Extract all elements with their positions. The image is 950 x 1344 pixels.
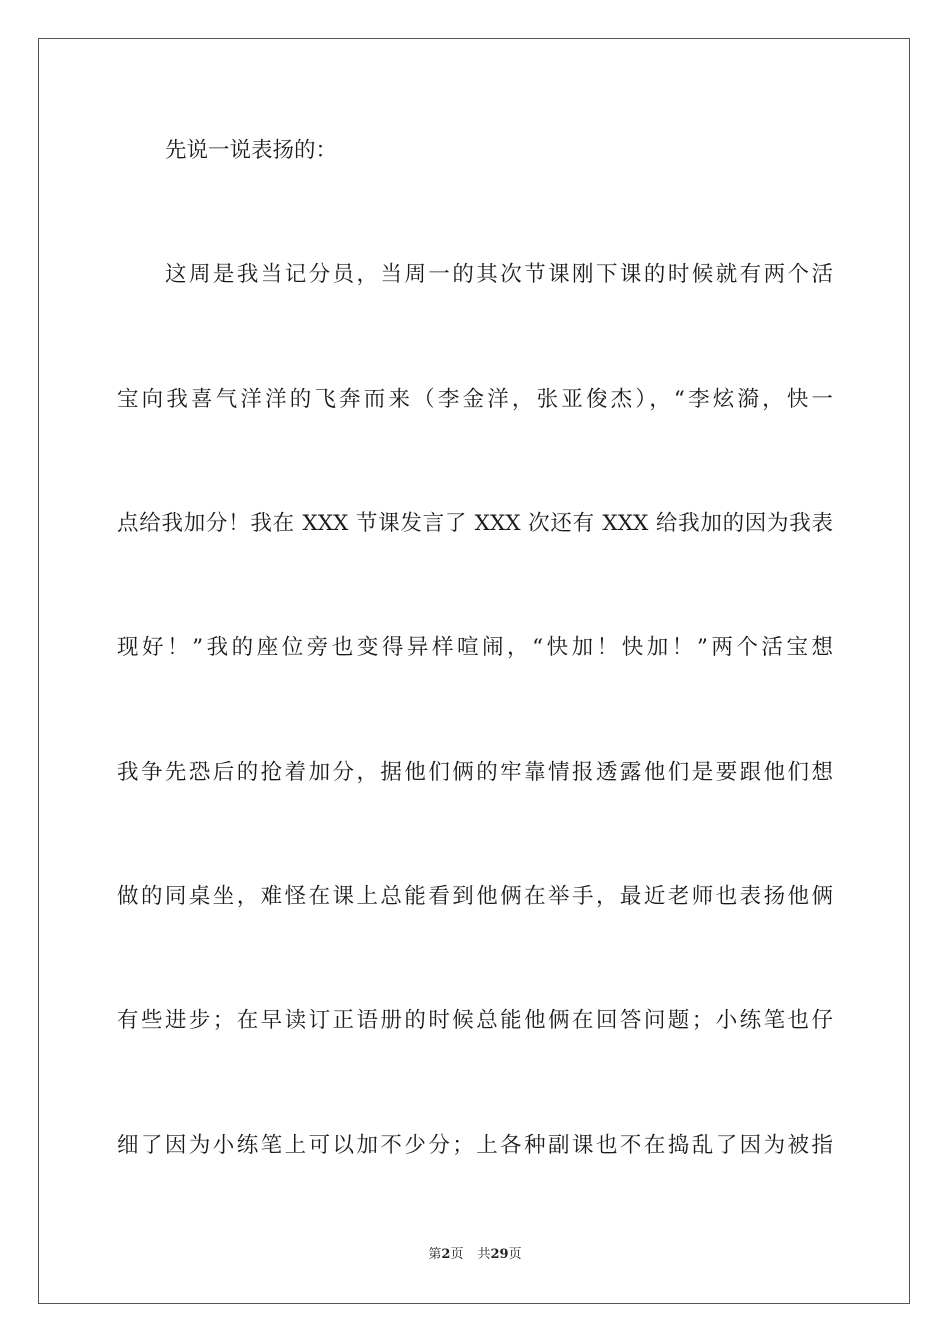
text-line: 做的同桌坐，难怪在课上总能看到他俩在举手，最近老师也表扬他俩 <box>117 884 833 909</box>
page-number-prefix: 第 <box>428 1247 442 1262</box>
total-page-count: 29 <box>490 1247 509 1262</box>
total-pages-suffix: 页 <box>508 1247 522 1262</box>
text-line: 这周是我当记分员，当周一的其次节课刚下课的时候就有两个活 <box>165 262 833 287</box>
text-line: 有些进步；在早读订正语册的时候总能他俩在回答问题；小练笔也仔 <box>117 1008 833 1033</box>
page-number-suffix: 页 <box>450 1247 464 1262</box>
text-line: 宝向我喜气洋洋的飞奔而来（李金洋，张亚俊杰），“李炫漪，快一 <box>117 387 833 412</box>
text-line: 细了因为小练笔上可以加不少分；上各种副课也不在捣乱了因为被指 <box>117 1133 833 1158</box>
text-line: 点给我加分！我在 XXX 节课发言了 XXX 次还有 XXX 给我加的因为我表 <box>117 511 833 536</box>
text-line: 现好！”我的座位旁也变得异样喧闹，“快加！快加！”两个活宝想 <box>117 635 833 660</box>
current-page-number: 2 <box>441 1247 451 1262</box>
text-line: 我争先恐后的抢着加分，据他们俩的牢靠情报透露他们是要跟他们想 <box>117 760 833 785</box>
page-border <box>38 38 910 1304</box>
page-footer <box>0 1246 950 1264</box>
total-pages-prefix: 共 <box>477 1247 491 1262</box>
paragraph-heading: 先说一说表扬的： <box>165 138 338 163</box>
